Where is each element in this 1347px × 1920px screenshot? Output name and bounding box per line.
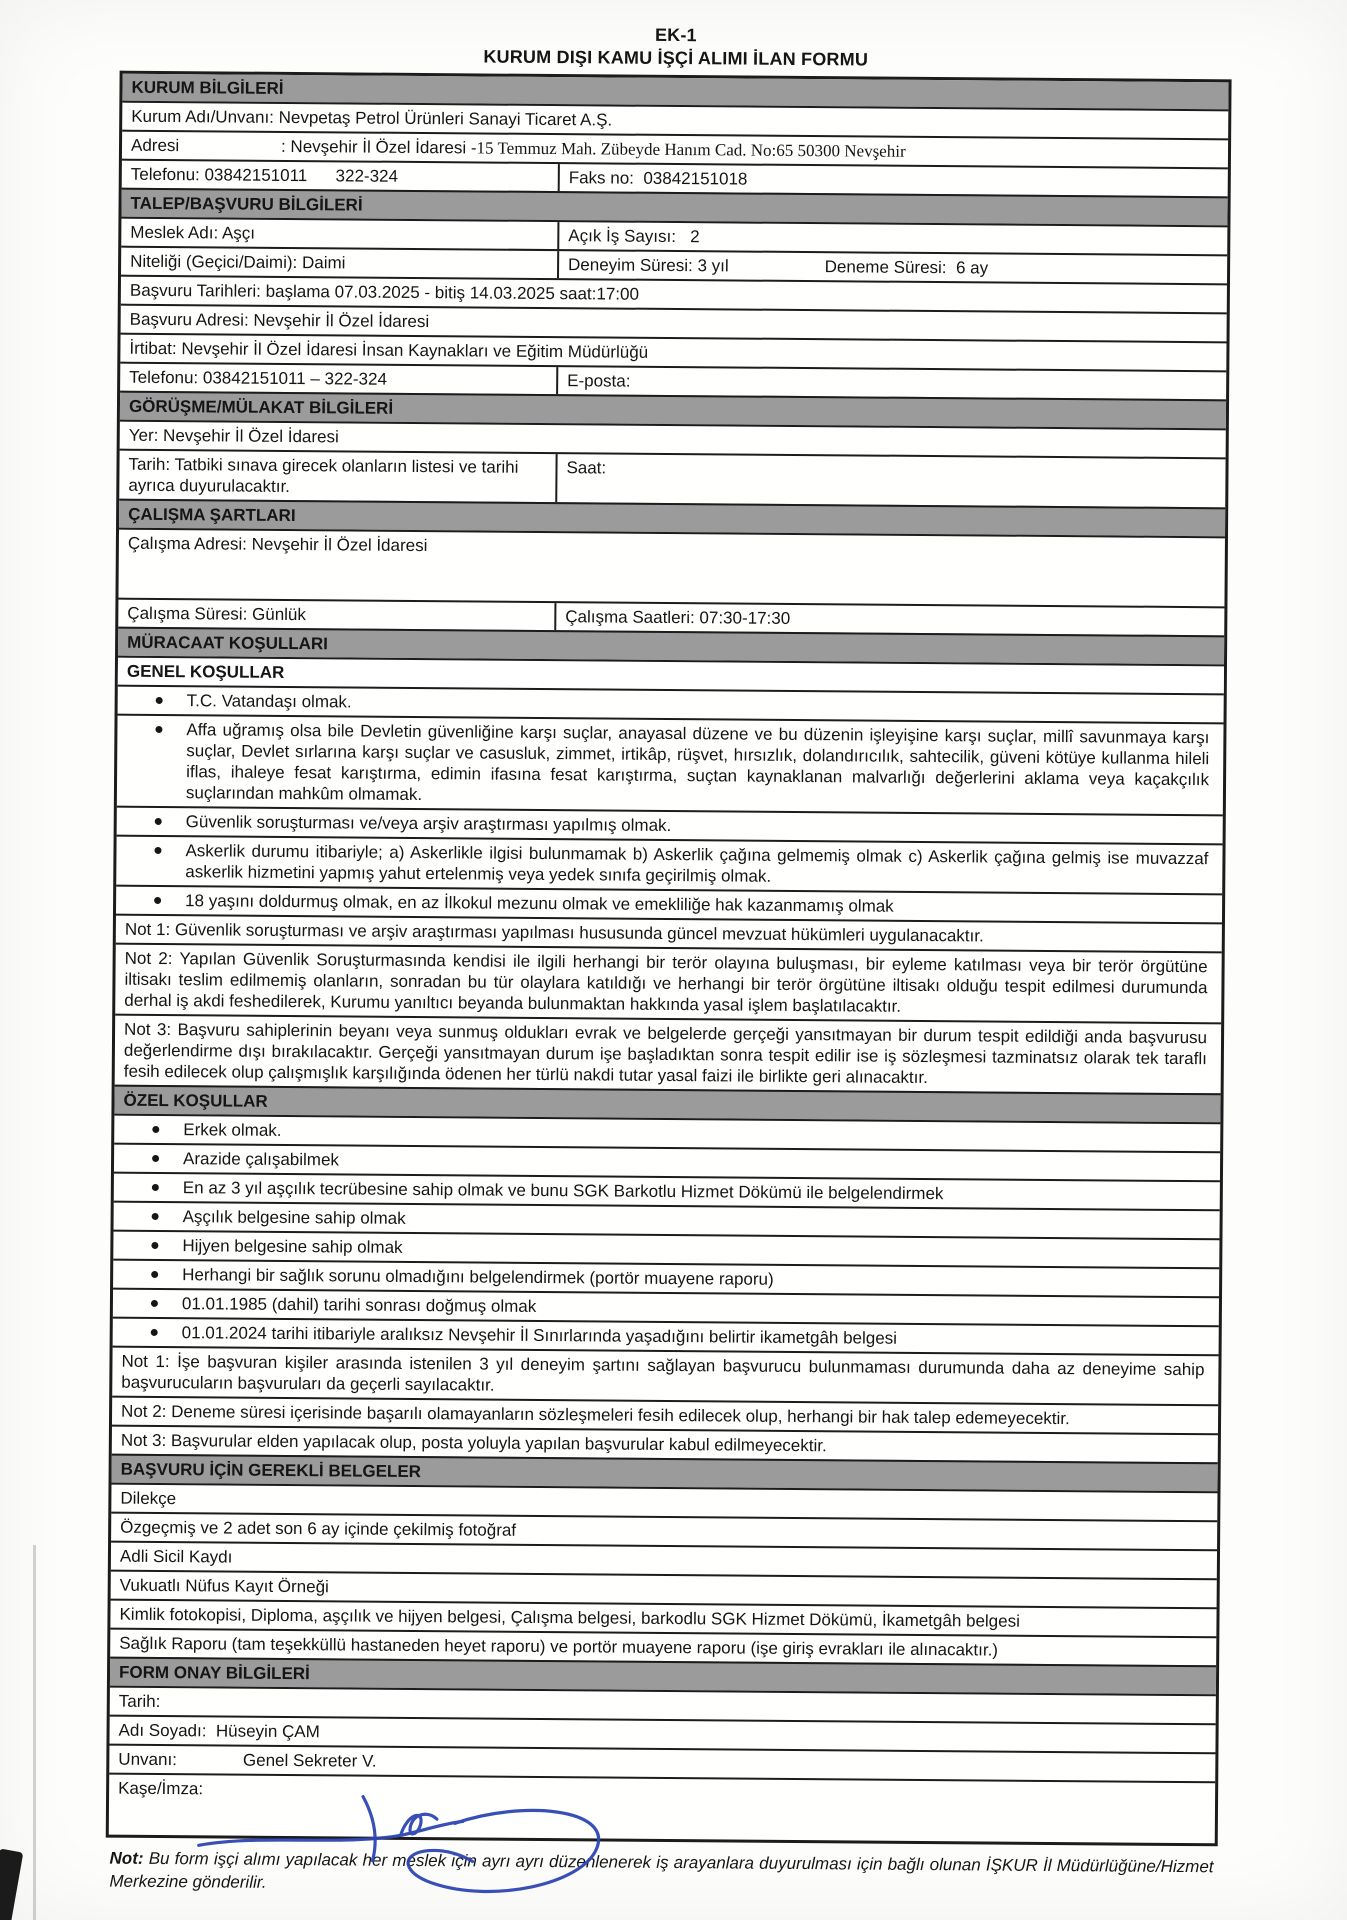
form-table bbox=[106, 71, 1232, 1847]
subsection-header-genel-kosullar: GENEL KOŞULLAR bbox=[118, 656, 1224, 694]
row-tarih-saat bbox=[119, 449, 1225, 508]
bullet-icon bbox=[152, 1126, 159, 1133]
section-header-talep-basvuru: TALEP/BAŞVURU BİLGİLERİ bbox=[121, 188, 1227, 226]
bullet-icon bbox=[154, 897, 161, 904]
calisma-suresi-text: Çalışma Süresi: Günlük bbox=[127, 603, 307, 625]
belge-item: Adli Sicil Kaydı bbox=[111, 1541, 1217, 1579]
bullet-icon bbox=[151, 1271, 158, 1278]
genel-kosul-item bbox=[117, 714, 1224, 815]
deneme-suresi-text: Deneme Süresi: 6 ay bbox=[824, 257, 989, 278]
cell-telefon2 bbox=[120, 364, 558, 394]
adres-label: Adresi bbox=[130, 135, 180, 156]
yer-text: Yer: Nevşehir İl Özel İdaresi bbox=[128, 425, 339, 447]
irtibat-text: İrtibat: Nevşehir İl Özel İdaresi İnsan Kaynakları ve Eğitim Müdürlüğü bbox=[129, 338, 649, 362]
row-calisma-adresi bbox=[118, 528, 1225, 607]
genel-not-2: Not 2: Yapılan Güvenlik Soruşturmasında kendisi ile ilgili herhangi bir terör olayına buluşması, bir eyleme katılması veya bir terör örgütüne iltisakı teslim edilmemiş olanların, sonradan bu tür olaylara katıldığı ve herhangi bir terör örgütüne iltisakı olduğu tespit edilmesi durumunda derhal iş akdi feshedilerek, Kurumu yanıltıcı beyanda bulunmaktan hakkında yasal işlem başlatılacaktır. bbox=[115, 943, 1222, 1023]
row-adi-soyadi: Adı Soyadı: Hüseyin ÇAM bbox=[109, 1715, 1215, 1753]
nitelik-text: Niteliği (Geçici/Daimi): Daimi bbox=[130, 251, 346, 273]
footer-note-label: Not: bbox=[109, 1848, 144, 1868]
cell-meslek-adi bbox=[121, 219, 559, 249]
cell-acik-is bbox=[559, 222, 1227, 254]
cell-calisma-saatleri bbox=[556, 603, 1224, 635]
cell-saat bbox=[557, 454, 1225, 507]
unvan-label: Unvanı: bbox=[118, 1749, 178, 1770]
footer-note-text: Bu form işçi alımı yapılacak her meslek için ayrı ayrı düzenlenerek iş arayanlara duyurulması için bağlı olunan İŞKUR İl Müdürlüğüne/Hizmet Merkezine gönderilir. bbox=[109, 1848, 1214, 1892]
genel-kosul-text: Askerlik durumu itibariyle; a) Askerlikle ilgisi bulunmamak b) Askerlik çağına gelmemiş olmak c) Askerlik çağına gelmiş ise muvazzaf askerlik hizmetini yapmış yahut ertelenmiş veya yedek sınıfa geçirilmiş olmak. bbox=[185, 841, 1209, 886]
bullet-icon bbox=[152, 1155, 159, 1162]
genel-kosul-item bbox=[116, 835, 1222, 894]
row-kase-imza bbox=[109, 1773, 1215, 1844]
adres-value-serif: 15 Temmuz Mah. Zübeyde Hanım Cad. No:65 50300 Nevşehir bbox=[476, 138, 906, 161]
bullet-icon bbox=[151, 1242, 158, 1249]
scan-artifact-line bbox=[33, 1545, 36, 1920]
section-header-gerekli-belgeler: BAŞVURU İÇİN GEREKLİ BELGELER bbox=[112, 1454, 1218, 1492]
form-content bbox=[105, 20, 1232, 1902]
cell-faks bbox=[560, 164, 1228, 196]
adres-value: : Nevşehir İl Özel İdaresi - bbox=[280, 136, 477, 158]
eposta-text: E-posta: bbox=[567, 371, 631, 391]
acik-is-text: Açık İş Sayısı: 2 bbox=[568, 226, 700, 247]
kurum-adi-text: Kurum Adı/Unvanı: Nevpetaş Petrol Ürünleri Sanayi Ticaret A.Ş. bbox=[131, 106, 613, 130]
bullet-icon bbox=[151, 1300, 158, 1307]
faks-text: Faks no: 03842151018 bbox=[568, 168, 748, 189]
section-header-form-onay: FORM ONAY BİLGİLERİ bbox=[110, 1657, 1216, 1695]
bullet-icon bbox=[152, 1184, 159, 1191]
section-header-muracaat-kosullari: MÜRACAAT KOŞULLARI bbox=[118, 627, 1224, 665]
kase-imza-label: Kaşe/İmza: bbox=[118, 1778, 204, 1799]
section-header-kurum-bilgileri: KURUM BİLGİLERİ bbox=[122, 74, 1228, 110]
row-onay-tarih: Tarih: bbox=[110, 1686, 1216, 1724]
page-title: KURUM DIŞI KAMU İŞÇİ ALIMI İLAN FORMU bbox=[483, 46, 869, 70]
genel-not-3: Not 3: Başvuru sahiplerinin beyanı veya sunmuş oldukları evrak ve belgelerde gerçeği yansıtmayan bir durum tespit edildiği anda başvurusu değerlendirme dışı bırakılacaktır. Gerçeği yansıtmayan durum işe başladıktan sonra tespit edilir ise iş sözleşmesi tazminatsız olarak tek taraflı fesih edilecek olup çalışmışlık karşılığında ödenen her türlü nakdi tutar yasal faizi ile birlikte geri alınacaktır. bbox=[115, 1014, 1222, 1094]
calisma-adresi-text: Çalışma Adresi: Nevşehir İl Özel İdaresi bbox=[127, 533, 428, 556]
ozel-kosul-text: Hijyen belgesine sahip olmak bbox=[182, 1236, 403, 1257]
belge-item: Vukuatlı Nüfus Kayıt Örneği bbox=[111, 1570, 1217, 1608]
subsection-header-ozel-kosullar: ÖZEL KOŞULLAR bbox=[114, 1085, 1220, 1123]
ozel-kosul-text: Herhangi bir sağlık sorunu olmadığını belgelendirmek (portör muayene raporu) bbox=[182, 1265, 774, 1289]
belge-item: Dilekçe bbox=[111, 1483, 1217, 1521]
belge-item: Özgeçmiş ve 2 adet son 6 ay içinde çekilmiş fotoğraf bbox=[111, 1512, 1217, 1550]
basvuru-tarihleri-text: Başvuru Tarihleri: başlama 07.03.2025 - bitiş 14.03.2025 saat:17:00 bbox=[129, 280, 640, 304]
telefon-text: Telefonu: 03842151011 322-324 bbox=[130, 164, 399, 186]
ozel-not-3: Not 3: Başvurular elden yapılacak olup, posta yoluyla yapılan başvurular kabul edilmeyecektir. bbox=[112, 1425, 1218, 1463]
form-code: EK-1 bbox=[654, 24, 697, 46]
section-header-gorusme-mulakat: GÖRÜŞME/MÜLAKAT BİLGİLERİ bbox=[120, 391, 1226, 429]
bullet-icon bbox=[154, 847, 161, 854]
tarih-text: Tarih: Tatbiki sınava girecek olanların listesi ve tarihi ayrıca duyurulacaktır. bbox=[128, 454, 519, 496]
cell-telefon bbox=[122, 161, 560, 191]
bullet-icon bbox=[151, 1329, 158, 1336]
ozel-not-1: Not 1: İşe başvuran kişiler arasında istenilen 3 yıl deneyim şartını sağlayan başvurucu bulunmaması durumunda daha az deneyime sahip başvurucuların başvuruları da geçerli sayılacaktır. bbox=[112, 1346, 1218, 1405]
meslek-adi-text: Meslek Adı: Aşçı bbox=[130, 222, 256, 243]
document-title-block bbox=[120, 20, 1232, 75]
ozel-kosul-text: 01.01.1985 (dahil) tarihi sonrası doğmuş olmak bbox=[181, 1294, 537, 1316]
bullet-icon bbox=[155, 818, 162, 825]
ozel-kosul-text: En az 3 yıl aşçılık tecrübesine sahip olmak ve bunu SGK Barkotlu Hizmet Dökümü ile belgelendirmek bbox=[182, 1178, 944, 1204]
bullet-icon bbox=[156, 697, 163, 704]
cell-nitelik bbox=[121, 248, 559, 278]
telefon2-text: Telefonu: 03842151011 – 322-324 bbox=[129, 367, 388, 389]
footer-note bbox=[105, 1847, 1217, 1902]
deneyim-suresi-text: Deneyim Süresi: 3 yıl bbox=[568, 255, 729, 276]
cell-tarih bbox=[119, 451, 557, 502]
genel-kosul-text: 18 yaşını doldurmuş olmak, en az İlkokul mezunu olmak ve emekliliğe hak kazanmamış olmak bbox=[185, 891, 894, 916]
unvan-value: Genel Sekreter V. bbox=[242, 1750, 377, 1771]
ozel-kosul-text: 01.01.2024 tarihi itibariyle aralıksız Nevşehir İl Sınırlarında yaşadığını belirtir ikametgâh belgesi bbox=[181, 1323, 898, 1348]
ozel-kosul-text: Arazide çalışabilmek bbox=[182, 1149, 340, 1170]
belge-item: Kimlik fotokopisi, Diploma, aşçılık ve hijyen belgesi, Çalışma belgesi, barkodlu SGK Hizmet Dökümü, İkametgâh belgesi bbox=[110, 1599, 1216, 1637]
calisma-saatleri-text: Çalışma Saatleri: 07:30-17:30 bbox=[565, 607, 791, 628]
genel-not-1: Not 1: Güvenlik soruşturması ve arşiv araştırması yapılması hususunda güncel mevzuat hükümleri uygulanacaktır. bbox=[116, 914, 1222, 952]
cell-deneyim-deneme bbox=[559, 251, 1227, 283]
genel-kosul-text: T.C. Vatandaşı olmak. bbox=[186, 691, 352, 712]
section-header-calisma-sartlari: ÇALIŞMA ŞARTLARI bbox=[119, 499, 1225, 537]
bullet-icon bbox=[155, 726, 162, 733]
bullet-icon bbox=[152, 1213, 159, 1220]
ozel-kosul-text: Erkek olmak. bbox=[183, 1120, 282, 1140]
cell-eposta bbox=[558, 367, 1226, 399]
cell-calisma-suresi bbox=[118, 600, 556, 630]
belge-item: Sağlık Raporu (tam teşekküllü hastaneden heyet raporu) ve portör muayene raporu (işe giriş evrakları ile alınacaktır.) bbox=[110, 1628, 1216, 1666]
genel-kosul-text: Affa uğramış olsa bile Devletin güvenliğine karşı suçlar, anayasal düzene ve bu düzenin işleyişine karşı suçlar, millî savunmaya karşı suçlar, Devlet sırlarına karşı suçlar ve casusluk, zimmet, irtikâp, rüşvet, hırsızlık, dolandırıcılık, sahtecilik, güveni kötüye kullanma hileli iflas, ihaleye fesat karıştırma, edimin ifasına fesat karıştırma, suçtan kaynaklanan malvarlığı değerlerini aklama veya kaçakçılık suçlarından mahkûm olmamak. bbox=[185, 720, 1210, 805]
genel-kosul-text: Güvenlik soruşturması ve/veya arşiv araştırması yapılmış olmak. bbox=[185, 812, 672, 835]
ozel-kosul-text: Aşçılık belgesine sahip olmak bbox=[182, 1207, 406, 1228]
basvuru-adresi-text: Başvuru Adresi: Nevşehir İl Özel İdaresi bbox=[129, 309, 430, 332]
scan-artifact-blob bbox=[0, 1848, 23, 1920]
saat-text: Saat: bbox=[566, 458, 607, 478]
ozel-not-2: Not 2: Deneme süresi içerisinde başarılı olamayanların sözleşmeleri fesih edilecek olup, herhangi bir hak talep edemeyecektir. bbox=[112, 1396, 1218, 1434]
